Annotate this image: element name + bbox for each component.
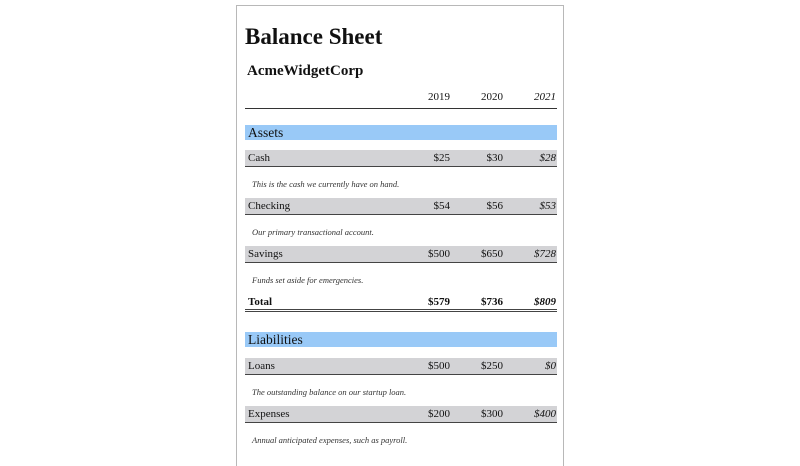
row-note: Annual anticipated expenses, such as payroll. <box>252 435 408 445</box>
year-2019: 2019 <box>428 91 450 103</box>
total-row <box>245 295 557 312</box>
section-title-assets: Assets <box>245 125 557 140</box>
value-2019: $54 <box>433 200 450 212</box>
value-2020: $30 <box>486 152 503 164</box>
total-label: Total <box>248 296 273 308</box>
value-2020: $250 <box>481 360 503 372</box>
row-label: Expenses <box>248 408 290 420</box>
row-label: Loans <box>248 360 275 372</box>
total-2020: $736 <box>481 296 503 308</box>
table-row-loans <box>245 358 557 375</box>
section-title-liabilities: Liabilities <box>245 332 557 347</box>
row-label: Savings <box>248 248 283 260</box>
total-2019: $579 <box>428 296 450 308</box>
company-name: AcmeWidgetCorp <box>247 63 364 79</box>
value-2019: $200 <box>428 408 450 420</box>
row-note: Our primary transactional account. <box>252 227 374 237</box>
value-2019: $500 <box>428 360 450 372</box>
value-2020: $650 <box>481 248 503 260</box>
value-2020: $56 <box>486 200 503 212</box>
value-2021: $400 <box>534 408 556 420</box>
year-2021: 2021 <box>534 91 556 103</box>
table-row-cash <box>245 150 557 167</box>
page-title: Balance Sheet <box>245 24 383 49</box>
document-page <box>236 5 564 466</box>
value-2019: $500 <box>428 248 450 260</box>
row-label: Checking <box>248 200 291 212</box>
row-note: Funds set aside for emergencies. <box>252 275 364 285</box>
value-2021: $0 <box>545 360 556 372</box>
value-2019: $25 <box>433 152 450 164</box>
row-note: This is the cash we currently have on hand. <box>252 179 400 189</box>
value-2021: $28 <box>539 152 556 164</box>
value-2021: $728 <box>534 248 556 260</box>
value-2020: $300 <box>481 408 503 420</box>
table-row-savings <box>245 246 557 263</box>
table-row-expenses <box>245 406 557 423</box>
value-2021: $53 <box>539 200 556 212</box>
year-header-row <box>245 90 557 109</box>
table-row-checking <box>245 198 557 215</box>
year-2020: 2020 <box>481 91 503 103</box>
total-2021: $809 <box>534 296 556 308</box>
row-note: The outstanding balance on our startup loan. <box>252 387 407 397</box>
row-label: Cash <box>248 152 270 164</box>
